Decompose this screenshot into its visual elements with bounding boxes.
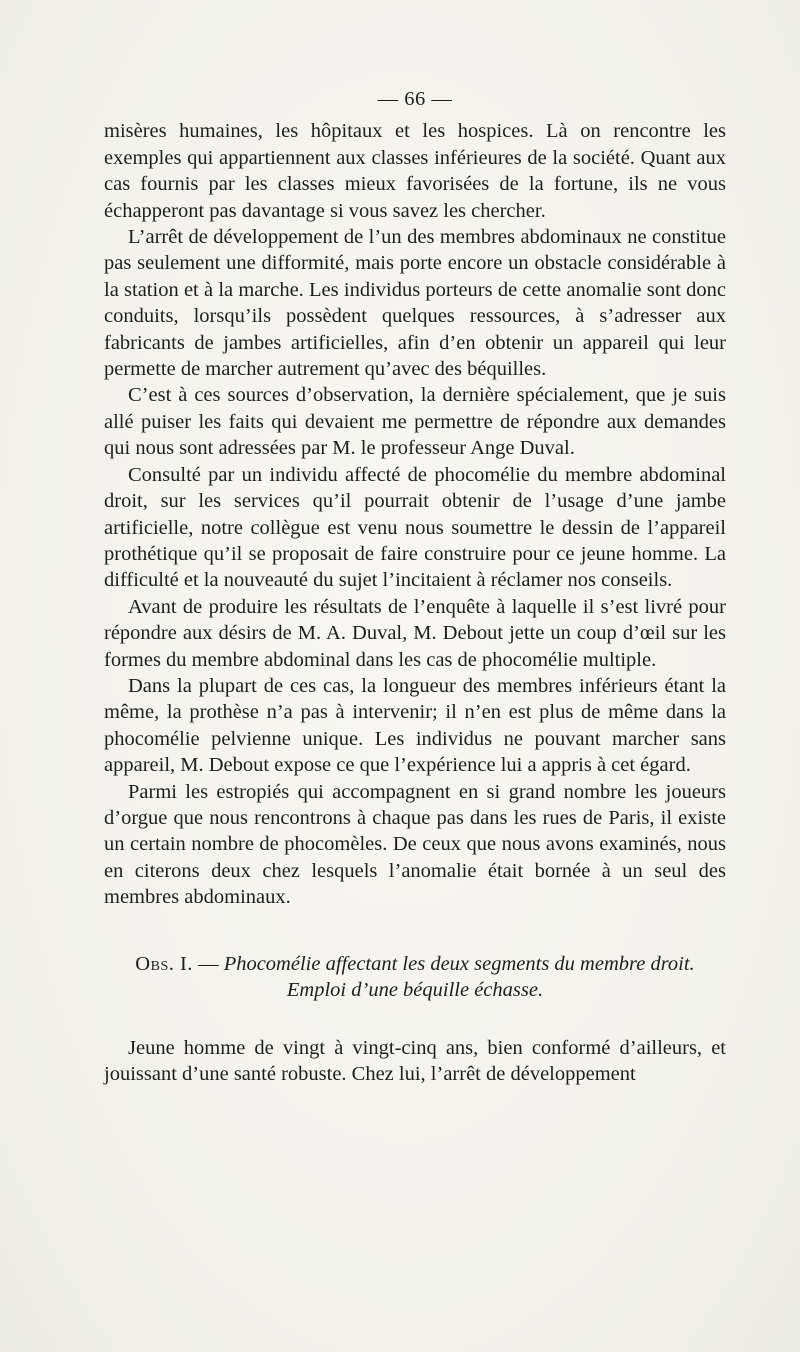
page-content [104,86,726,1087]
observation-paragraph: Jeune homme de vingt à vingt-cinq ans, bien conformé d’ailleurs, et jouissant d’une santé robuste. Chez lui, l’arrêt de développement [104,1036,726,1085]
paragraph-2: L’arrêt de développement de l’un des membres abdominaux ne constitue pas seulement une difformité, mais porte encore un obstacle considérable à la station et à la marche. Les individus porteurs de cette anomalie sont donc conduits, lorsqu’ils possèdent quelques ressources, à s’adresser aux fabricants de jambes artificielles, afin d’en obtenir un appareil qui leur permette de marcher autrement qu’avec des béquilles. [104,226,726,381]
observation-title: Phocomélie affectant les deux segments du membre droit. [223,952,695,975]
observation-dash: — [192,952,224,975]
paragraph-7: Parmi les estropiés qui accompagnent en si grand nombre les joueurs d’orgue que nous rencontrons à chaque pas dans les rues de Paris, il existe un certain nombre de phocomèles. De ceux que nous avons examinés, nous en citerons deux chez lesquels l’anomalie était bornée à un seul des membres abdominaux. [104,780,726,909]
observation-label: Obs. I. [135,952,193,975]
page-number: — 66 — [377,88,453,110]
observation-heading [104,951,726,1003]
paragraph-4: Consulté par un individu affecté de phocomélie du membre abdominal droit, sur les services qu’il pourrait obtenir de l’usage d’une jambe artificielle, notre collègue est venu nous soumettre le dessin de l’appareil prothétique qu’il se proposait de faire construire pour ce jeune homme. La difficulté et la nouveauté du sujet l’incitaient à réclamer nos conseils. [104,463,726,592]
paragraph-3: C’est à ces sources d’observation, la dernière spécialement, que je suis allé puiser les faits qui devaient me permettre de répondre aux demandes qui nous sont adressées par M. le professeur Ange Duval. [104,384,726,460]
observation-subtitle: Emploi d’une béquille échasse. [286,978,544,1001]
paragraph-5: Avant de produire les résultats de l’enquête à laquelle il s’est livré pour répondre aux désirs de M. A. Duval, M. Debout jette un coup d’œil sur les formes du membre abdominal dans les cas de phocomélie multiple. [104,595,726,671]
paragraph-6: Dans la plupart de ces cas, la longueur des membres inférieurs étant la même, la prothèse n’a pas à intervenir; il n’en est plus de même dans la phocomélie pelvienne unique. Les individus ne pouvant marcher sans appareil, M. Debout expose ce que l’expérience lui a appris à cet égard. [104,674,726,777]
paragraph-1: misères humaines, les hôpitaux et les hospices. Là on rencontre les exemples qui appartiennent aux classes inférieures de la société. Quant aux cas fournis par les classes mieux favorisées de la fortune, ils ne vous échapperont pas davantage si vous savez les chercher. [104,120,726,222]
